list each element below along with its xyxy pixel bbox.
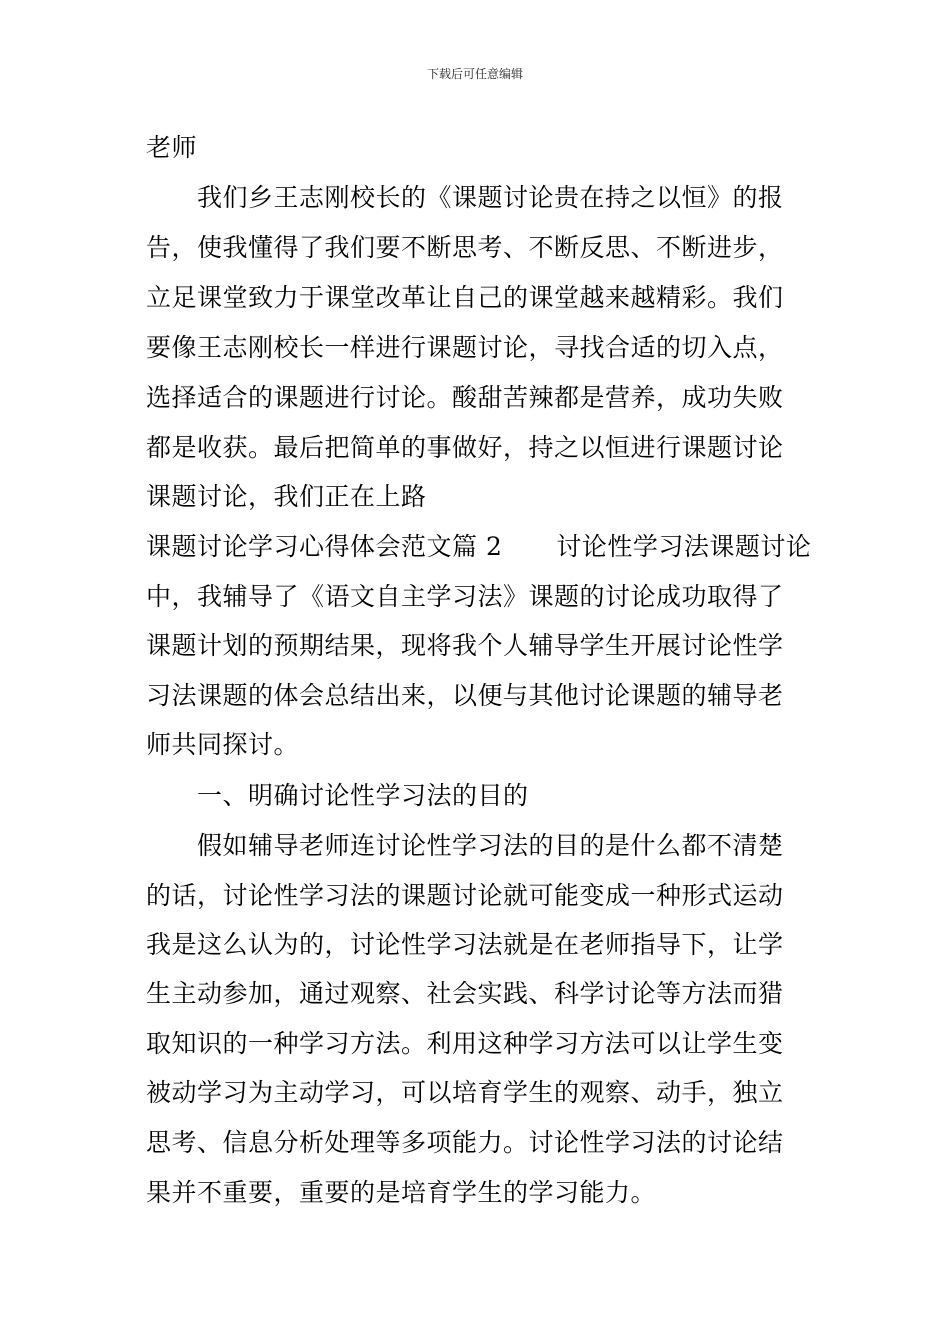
text-line-fragment: 讨论性学习法课题讨论 (556, 532, 812, 561)
text-line: 课题讨论，我们正在上路 (146, 482, 427, 511)
text-line: 的话，讨论性学习法的课题讨论就可能变成一种形式运动 (146, 881, 784, 910)
text-line: 果并不重要，重要的是培育学生的学习能力。 (146, 1178, 657, 1207)
text-line: 立足课堂致力于课堂改革让自己的课堂越来越精彩。我们 (146, 283, 784, 312)
article-title: 课题讨论学习心得体会范文篇 2 (146, 532, 503, 561)
text-line: 都是收获。最后把简单的事做好，持之以恒进行课题讨论 (146, 433, 784, 462)
text-line: 中，我辅导了《语文自主学习法》课题的讨论成功取得了 (146, 582, 784, 611)
text-line: 思考、信息分析处理等多项能力。讨论性学习法的讨论结 (146, 1128, 784, 1157)
text-line: 我们乡王志刚校长的《课题讨论贵在持之以恒》的报 (197, 183, 784, 212)
section-title-line (146, 531, 811, 563)
text-line: 要像王志刚校长一样进行课题讨论，寻找合适的切入点， (146, 333, 784, 362)
section-heading: 一、明确讨论性学习法的目的 (197, 781, 529, 810)
text-line: 生主动参加，通过观察、社会实践、科学讨论等方法而猎 (146, 979, 784, 1008)
text-line: 老师 (146, 133, 198, 162)
text-line: 被动学习为主动学习，可以培育学生的观察、动手，独立 (146, 1078, 784, 1107)
text-line: 假如辅导老师连讨论性学习法的目的是什么都不清楚 (197, 831, 784, 860)
text-line: 课题计划的预期结果，现将我个人辅导学生开展讨论性学 (146, 631, 784, 660)
text-line: 习法课题的体会总结出来，以便与其他讨论课题的辅导老 (146, 681, 784, 710)
text-line: 取知识的一种学习方法。利用这种学习方法可以让学生变 (146, 1029, 784, 1058)
text-line: 师共同探讨。 (146, 730, 300, 759)
text-line: 我是这么认为的，讨论性学习法就是在老师指导下，让学 (146, 930, 784, 959)
page-header: 下载后可任意编辑 (426, 67, 523, 81)
text-line: 选择适合的课题进行讨论。酸甜苦辣都是营养，成功失败 (146, 383, 784, 412)
text-line: 告，使我懂得了我们要不断思考、不断反思、不断进步， (146, 233, 784, 262)
